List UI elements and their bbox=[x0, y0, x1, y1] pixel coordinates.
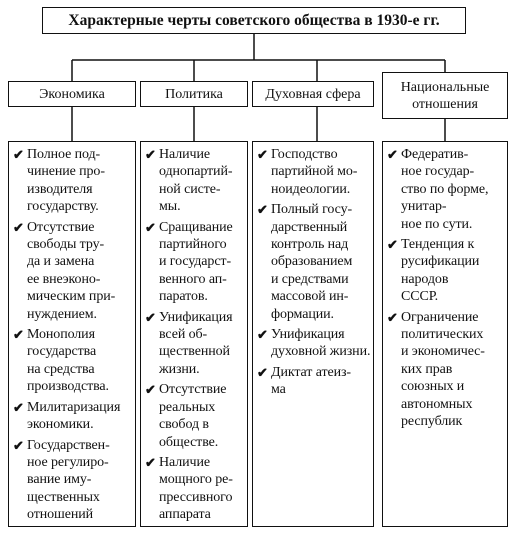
check-icon: ✔ bbox=[13, 327, 24, 343]
check-icon: ✔ bbox=[13, 219, 24, 235]
list-item: ✔ Унификация духовной жизни. bbox=[257, 327, 371, 360]
category-national: Национальные отношения bbox=[382, 72, 508, 119]
list-item: ✔ Отсутствие реальных свобод в обществе. bbox=[145, 382, 227, 450]
check-icon: ✔ bbox=[387, 309, 398, 325]
list-item: ✔ Отсутствие свободы тру- да и замена ее внеэконо- мическим при- нуждением. bbox=[13, 219, 116, 322]
check-icon: ✔ bbox=[145, 382, 156, 398]
list-item: ✔ Федератив- ное государ- ство по форме, унитар- ное по сути. bbox=[387, 147, 489, 232]
check-icon: ✔ bbox=[13, 399, 24, 415]
list-item: ✔ Монополия государства на средства производства. bbox=[13, 327, 109, 395]
category-politics: Политика bbox=[140, 81, 248, 107]
check-icon: ✔ bbox=[257, 202, 268, 218]
check-icon: ✔ bbox=[145, 147, 156, 162]
category-spiritual: Духовная сфера bbox=[252, 81, 374, 107]
check-icon: ✔ bbox=[13, 147, 24, 162]
column-national bbox=[382, 141, 508, 527]
check-icon: ✔ bbox=[257, 147, 268, 162]
check-icon: ✔ bbox=[145, 309, 156, 325]
list-item: ✔ Наличие однопартий- ной систе- мы. bbox=[145, 147, 233, 215]
list-item: ✔ Тенденция к русификации народов СССР. bbox=[387, 237, 480, 305]
column-politics bbox=[140, 141, 248, 527]
diagram-title: Характерные черты советского общества в 1930-е гг. bbox=[42, 7, 466, 34]
list-item: ✔ Полный госу- дарственный контроль над образованием и средствами массовой ин- формации. bbox=[257, 202, 353, 322]
list-item: ✔ Полное под- чинение про- изводителя государству. bbox=[13, 147, 105, 215]
column-spiritual bbox=[252, 141, 374, 527]
list-item: ✔ Ограничение политических и экономичес- ких прав союзных и автономных республик bbox=[387, 309, 485, 430]
list-item: ✔ Наличие мощного ре- прессивного аппарата bbox=[145, 454, 233, 523]
check-icon: ✔ bbox=[13, 437, 24, 453]
list-item: ✔ Сращивание партийного и государст- венного ап- паратов. bbox=[145, 219, 233, 305]
check-icon: ✔ bbox=[145, 454, 156, 470]
list-item: ✔ Милитаризация экономики. bbox=[13, 399, 121, 433]
check-icon: ✔ bbox=[387, 237, 398, 253]
list-item: ✔ Унификация всей об- щественной жизни. bbox=[145, 309, 233, 377]
check-icon: ✔ bbox=[145, 219, 156, 235]
column-economy bbox=[8, 141, 136, 527]
check-icon: ✔ bbox=[257, 327, 268, 343]
list-item: ✔ Диктат атеиз- ма bbox=[257, 364, 351, 398]
list-item: ✔ Государствен- ное регулиро- вание иму- щественных отношений bbox=[13, 437, 110, 523]
check-icon: ✔ bbox=[257, 364, 268, 380]
category-economy: Экономика bbox=[8, 81, 136, 107]
list-item: ✔ Господство партийной мо- ноидеологии. bbox=[257, 147, 358, 197]
check-icon: ✔ bbox=[387, 147, 398, 162]
